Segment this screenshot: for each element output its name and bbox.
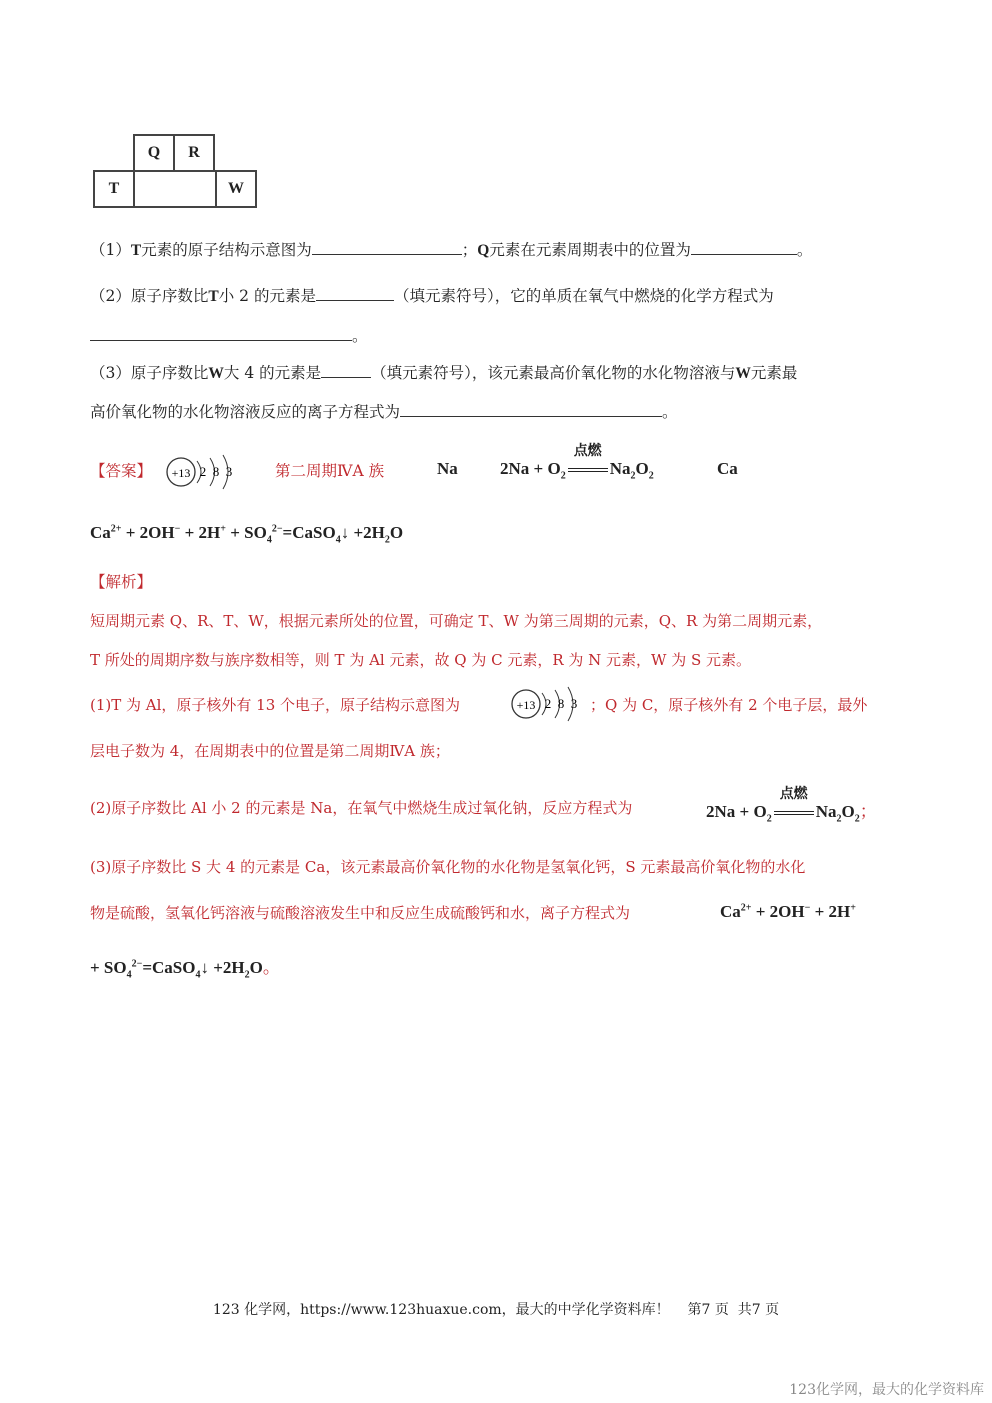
answer-element-na: Na (437, 459, 458, 478)
question-2: （2）原子序数比T小 2 的元素是 （填元素符号），它的单质在氧气中燃烧的化学方程式为 (90, 284, 774, 306)
analysis-label: 【解析】 (90, 573, 153, 591)
watermark: 123化学网，最大的化学资料库 (789, 1382, 984, 1398)
cell-r: R (173, 134, 215, 172)
page-footer: 123 化学网，https://www.123huaxue.com，最大的中学化学资料库！ 第7 页 共7 页 (212, 1302, 780, 1318)
atom-nucleus-label: +13 (171, 466, 191, 480)
atom-structure-diagram-2 (508, 684, 588, 724)
question-2-line2: 。 (90, 324, 368, 346)
analysis-p3b: ；Q 为 C，原子核外有 2 个电子层，最外 (590, 696, 868, 714)
analysis-p5: (2)原子序数比 Al 小 2 的元素是 Na，在氧气中燃烧生成过氧化钠，反应方程式为 (90, 799, 633, 817)
analysis-ionic-eq-part2: + $SO_4^{2-}=CaSO_4↓ +2H_2O$。 (90, 958, 280, 981)
atom-shell-2: 8 (212, 464, 220, 479)
cell-t: T (93, 170, 135, 208)
atom-shell-1: 2 (199, 464, 207, 479)
atom-shell-3: 3 (570, 696, 578, 711)
answer-blank (312, 238, 462, 255)
analysis-p7: 物是硫酸，氢氧化钙溶液与硫酸溶液发生中和反应生成硫酸钙和水，离子方程式为 (90, 904, 631, 922)
analysis-p2: T 所处的周期序数与族序数相等，则 T 为 Al 元素，故 Q 为 C 元素，R 为 N 元素，W 为 S 元素。 (90, 651, 752, 669)
answer-blank (691, 238, 797, 255)
analysis-p4: 层电子数为 4，在周期表中的位置是第二周期ⅣA 族； (90, 742, 450, 760)
analysis-equation-1: $2Na + O_2$ 点燃 $Na_2O_2$； (706, 787, 877, 825)
analysis-ionic-eq-part1: $Ca^{2+} + 2OH^- + 2H^+$ (720, 902, 856, 921)
analysis-p1: 短周期元素 Q、R、T、W，根据元素所处的位置，可确定 T、W 为第三周期的元素，Q、R 为第二周期元素， (90, 612, 823, 630)
ionic-equation: $Ca^{2+} + 2OH^- + 2H^+$ + $SO_4^{2-}=CaSO_4↓ +2H_2O$ (90, 523, 404, 546)
analysis-p3a: (1)T 为 Al，原子核外有 13 个电子，原子结构示意图为 (90, 696, 461, 714)
question-3: （3）原子序数比W大 4 的元素是 （填元素符号），该元素最高价氧化物的水化物溶液与W元素最 (90, 361, 797, 383)
answer-blank (316, 284, 394, 301)
answer-blank (90, 324, 352, 341)
question-1: （1）T元素的原子结构示意图为 ；Q元素在元素周期表中的位置为 。 (90, 238, 812, 260)
atom-shell-1: 2 (544, 696, 552, 711)
answer-label: 【答案】 (90, 462, 153, 480)
cell-gap (135, 170, 215, 208)
ignition-condition: 点燃 (566, 459, 610, 479)
atom-shell-3: 3 (225, 464, 233, 479)
cell-w: W (215, 170, 257, 208)
answer-element-ca: Ca (717, 459, 738, 478)
ignition-condition: 点燃 (772, 802, 816, 822)
atom-shell-2: 8 (557, 696, 565, 711)
answer-position: 第二周期ⅣA 族 (275, 462, 385, 480)
question-3-line2: 高价氧化物的水化物溶液反应的离子方程式为 。 (90, 400, 678, 422)
atom-structure-diagram (163, 452, 243, 492)
answer-blank (400, 400, 662, 417)
analysis-p6: (3)原子序数比 S 大 4 的元素是 Ca，该元素最高价氧化物的水化物是氢氧化钙，S 元素最高价氧化物的水化 (90, 858, 806, 876)
atom-nucleus-label: +13 (516, 698, 536, 712)
answer-equation-1: $2Na + O_2$ 点燃 $Na_2O_2$ (500, 444, 654, 482)
cell-q: Q (133, 134, 175, 172)
answer-blank (321, 361, 371, 378)
